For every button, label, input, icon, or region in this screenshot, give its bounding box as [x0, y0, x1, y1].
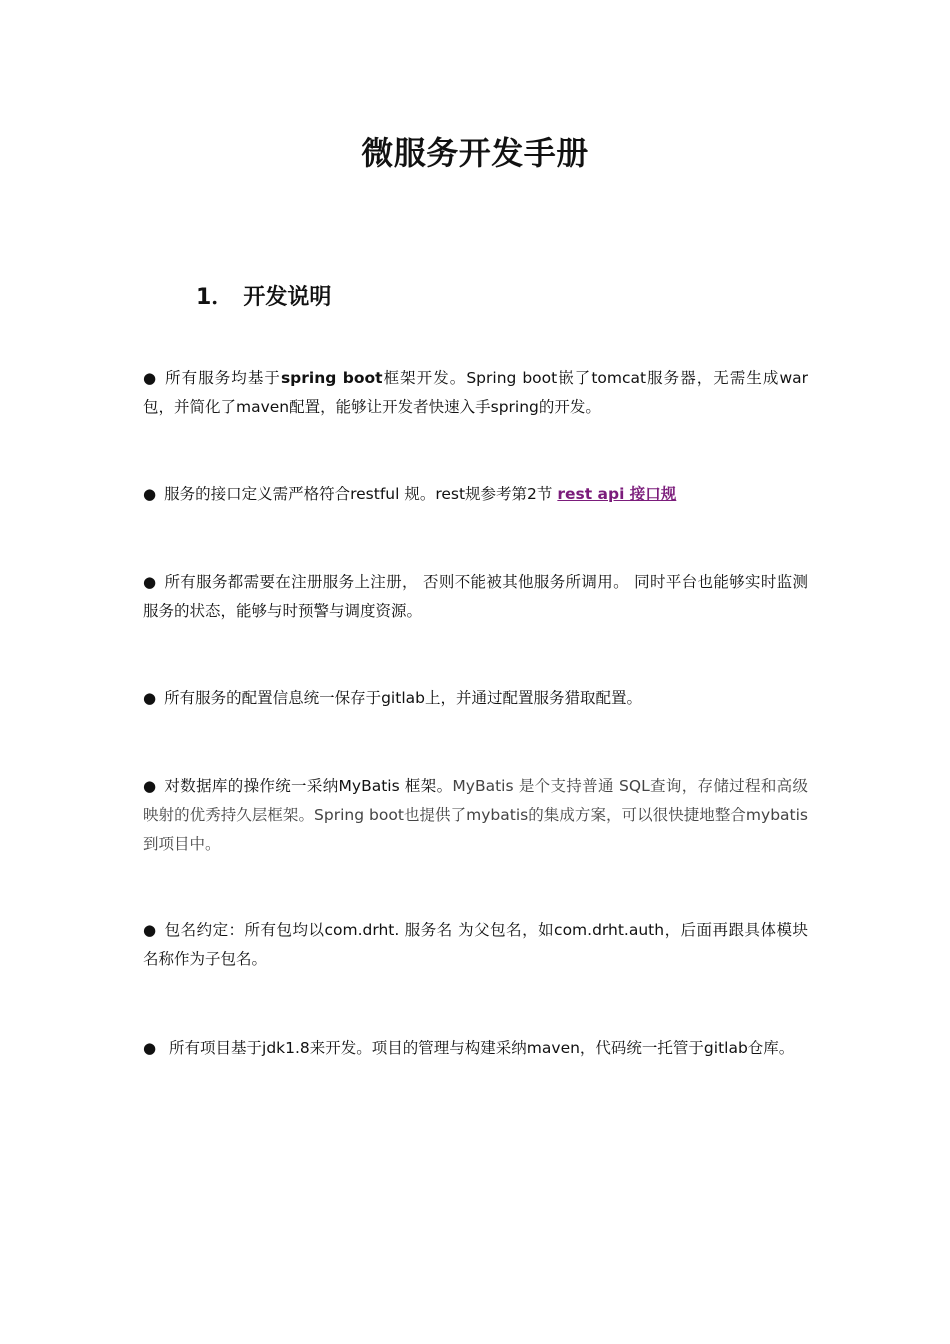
- section-heading: [196, 280, 331, 311]
- section-title: 开发说明: [243, 285, 332, 310]
- bullet-marker: ●: [143, 689, 157, 707]
- bullet-text: 对数据库的操作统一采纳MyBatis 框架。: [164, 777, 453, 795]
- list-item: [143, 916, 808, 974]
- bullet-marker: ●: [143, 1039, 157, 1057]
- bullet-marker: ●: [143, 777, 157, 795]
- bullet-text: 服务的接口定义需严格符合restful 规。rest规参考第2节: [164, 485, 553, 503]
- list-item: [143, 364, 808, 422]
- bullet-marker: ●: [143, 573, 157, 591]
- section-number: 1．: [196, 285, 234, 310]
- rest-api-link[interactable]: rest api 接口规: [557, 485, 677, 503]
- bullet-grey-text: MyBatis 是个支持普通 SQL查询，存储过程和高级映射的优秀持久层框架。Spring boot也提供了mybatis的集成方案，可以很快捷地整合mybatis到项目中。: [143, 777, 808, 853]
- bullet-marker: ●: [143, 485, 157, 503]
- bullet-text: 包名约定：所有包均以com.drht. 服务名 为父包名，如com.drht.auth，后面再跟具体模块名称作为子包名。: [143, 921, 808, 968]
- bullet-marker: ●: [143, 369, 158, 387]
- bullet-marker: ●: [143, 921, 157, 939]
- bullet-text: 所有项目基于jdk1.8来开发。项目的管理与构建采纳maven，代码统一托管于gitlab仓库。: [164, 1039, 795, 1057]
- list-item: [143, 568, 808, 626]
- bullet-bold-text: spring boot: [280, 369, 383, 387]
- list-item: [143, 684, 808, 713]
- list-item: [143, 1034, 808, 1063]
- bullet-text: 框架开发。Spring boot嵌了tomcat服务器，无需生成war包，并简化了maven配置，能够让开发者快速入手spring的开发。: [143, 369, 809, 416]
- bullet-text: 所有服务的配置信息统一保存于gitlab上，并通过配置服务猎取配置。: [164, 689, 642, 707]
- bullet-text: 所有服务均基于: [165, 369, 281, 387]
- document-title: 微服务开发手册: [361, 134, 589, 172]
- list-item: [143, 772, 808, 859]
- bullet-text: 所有服务都需要在注册服务上注册， 否则不能被其他服务所调用。 同时平台也能够实时监测服务的状态，能够与时预警与调度资源。: [143, 573, 809, 620]
- list-item: [143, 480, 808, 509]
